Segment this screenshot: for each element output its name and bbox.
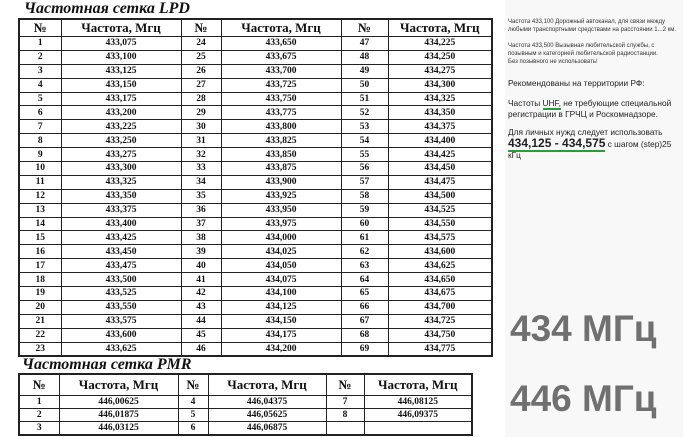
frequency-cell: 434,350	[388, 106, 492, 120]
frequency-cell: 434,000	[221, 231, 341, 245]
frequency-cell: 446,08125	[364, 396, 472, 409]
frequency-cell: 433,450	[61, 245, 181, 259]
channel-number-cell: 11	[19, 175, 61, 189]
table-header	[19, 19, 492, 37]
frequency-cell: 434,200	[221, 342, 341, 356]
frequency-cell: 433,150	[61, 78, 181, 92]
channel-number-cell: 38	[181, 231, 221, 245]
channel-number-cell: 51	[341, 92, 388, 106]
frequency-cell: 434,300	[388, 78, 492, 92]
frequency-cell: 433,725	[221, 78, 341, 92]
table-row	[19, 259, 492, 273]
frequency-cell: 433,650	[221, 37, 341, 51]
big-446-label: 446 МГц	[510, 378, 657, 419]
table-row	[19, 78, 492, 92]
col-no: №	[178, 374, 208, 396]
frequency-cell: 433,525	[61, 287, 181, 301]
channel-number-cell: 6	[19, 106, 61, 120]
channel-number-cell: 7	[326, 396, 364, 409]
channel-number-cell: 24	[181, 37, 221, 51]
frequency-cell: 434,500	[388, 189, 492, 203]
frequency-cell: 433,325	[61, 175, 181, 189]
uhf-prefix: Частоты	[508, 98, 543, 108]
col-freq: Частота, Мгц	[208, 374, 326, 396]
table-row	[19, 409, 472, 422]
pmr-frequency-table	[18, 373, 473, 436]
note-433-500: Частота 433,500 Вызывная любительской службы, с позывным и категорией любительской радиостанции.	[508, 43, 658, 57]
channel-number-cell: 65	[341, 287, 388, 301]
frequency-cell: 446,00625	[59, 396, 178, 409]
channel-number-cell: 14	[19, 217, 61, 231]
table-row	[19, 92, 492, 106]
channel-number-cell: 64	[341, 273, 388, 287]
table-row	[19, 203, 492, 217]
channel-number-cell: 49	[341, 64, 388, 78]
table-header	[19, 374, 472, 396]
channel-number-cell: 23	[19, 342, 61, 356]
frequency-cell	[364, 422, 472, 436]
frequency-cell: 434,450	[388, 162, 492, 176]
table-row	[19, 287, 492, 301]
frequency-cell: 433,425	[61, 231, 181, 245]
table-row	[19, 245, 492, 259]
frequency-cell: 433,400	[61, 217, 181, 231]
channel-number-cell: 1	[19, 396, 59, 409]
table-row	[19, 148, 492, 162]
frequency-cell: 433,900	[221, 175, 341, 189]
frequency-cell: 433,350	[61, 189, 181, 203]
col-no: №	[326, 374, 364, 396]
channel-number-cell: 57	[341, 175, 388, 189]
channel-number-cell: 33	[181, 162, 221, 176]
range-line	[508, 138, 686, 161]
channel-number-cell: 20	[19, 300, 61, 314]
table-row	[19, 217, 492, 231]
table-row	[19, 189, 492, 203]
frequency-cell: 446,03125	[59, 422, 178, 436]
channel-number-cell: 3	[19, 422, 59, 436]
frequency-cell: 434,550	[388, 217, 492, 231]
channel-number-cell: 13	[19, 203, 61, 217]
table-row	[19, 50, 492, 64]
frequency-cell: 434,625	[388, 259, 492, 273]
recommended-range: 434,125 - 434,575	[508, 136, 606, 150]
channel-number-cell: 53	[341, 120, 388, 134]
channel-number-cell: 36	[181, 203, 221, 217]
col-freq: Частота, Мгц	[388, 19, 492, 37]
frequency-cell: 434,325	[388, 92, 492, 106]
channel-number-cell: 58	[341, 189, 388, 203]
col-freq: Частота, Мгц	[221, 19, 341, 37]
channel-number-cell: 40	[181, 259, 221, 273]
frequency-cell: 434,600	[388, 245, 492, 259]
frequency-cell: 433,875	[221, 162, 341, 176]
channel-number-cell: 10	[19, 162, 61, 176]
channel-number-cell: 8	[326, 409, 364, 422]
channel-number-cell: 54	[341, 134, 388, 148]
frequency-cell: 434,400	[388, 134, 492, 148]
channel-number-cell: 52	[341, 106, 388, 120]
big-434-label: 434 МГц	[510, 308, 657, 349]
uhf-text	[508, 98, 678, 120]
frequency-cell: 434,700	[388, 300, 492, 314]
channel-number-cell: 29	[181, 106, 221, 120]
frequency-cell: 434,775	[388, 342, 492, 356]
channel-number-cell: 4	[178, 396, 208, 409]
table-row	[19, 120, 492, 134]
frequency-cell: 434,425	[388, 148, 492, 162]
frequency-cell: 434,175	[221, 328, 341, 342]
channel-number-cell: 66	[341, 300, 388, 314]
channel-number-cell: 4	[19, 78, 61, 92]
frequency-cell: 446,04375	[208, 396, 326, 409]
frequency-cell: 446,05625	[208, 409, 326, 422]
col-no: №	[181, 19, 221, 37]
channel-number-cell: 2	[19, 50, 61, 64]
frequency-cell: 433,300	[61, 162, 181, 176]
channel-number-cell	[326, 422, 364, 436]
frequency-cell: 433,950	[221, 203, 341, 217]
table-row	[19, 162, 492, 176]
frequency-cell: 434,525	[388, 203, 492, 217]
channel-number-cell: 1	[19, 37, 61, 51]
uhf-suffix: не требующие специальной регистрации в ГРЧЦ и Роскомнадзоре.	[508, 98, 672, 119]
channel-number-cell: 69	[341, 342, 388, 356]
frequency-cell: 433,600	[61, 328, 181, 342]
channel-number-cell: 55	[341, 148, 388, 162]
frequency-cell: 433,250	[61, 134, 181, 148]
table-row	[19, 106, 492, 120]
frequency-cell: 434,750	[388, 328, 492, 342]
step-text: с шагом (step)25 кГц	[508, 139, 672, 160]
channel-number-cell: 48	[341, 50, 388, 64]
table-row	[19, 64, 492, 78]
channel-number-cell: 7	[19, 120, 61, 134]
pmr-title: Частотная сетка PMR	[22, 356, 192, 373]
frequency-cell: 433,800	[221, 120, 341, 134]
frequency-cell: 433,225	[61, 120, 181, 134]
channel-number-cell: 19	[19, 287, 61, 301]
channel-number-cell: 5	[19, 92, 61, 106]
channel-number-cell: 46	[181, 342, 221, 356]
channel-number-cell: 56	[341, 162, 388, 176]
channel-number-cell: 32	[181, 148, 221, 162]
col-no: №	[19, 19, 61, 37]
channel-number-cell: 25	[181, 50, 221, 64]
frequency-cell: 434,725	[388, 314, 492, 328]
table-row	[19, 273, 492, 287]
frequency-cell: 433,375	[61, 203, 181, 217]
table-row	[19, 314, 492, 328]
channel-number-cell: 17	[19, 259, 61, 273]
frequency-cell: 434,475	[388, 175, 492, 189]
channel-number-cell: 45	[181, 328, 221, 342]
channel-number-cell: 68	[341, 328, 388, 342]
frequency-cell: 434,250	[388, 50, 492, 64]
frequency-cell: 434,025	[221, 245, 341, 259]
channel-number-cell: 44	[181, 314, 221, 328]
frequency-cell: 433,175	[61, 92, 181, 106]
channel-number-cell: 28	[181, 92, 221, 106]
frequency-cell: 434,075	[221, 273, 341, 287]
table-row	[19, 342, 492, 356]
frequency-cell: 446,06875	[208, 422, 326, 436]
table-row	[19, 175, 492, 189]
table-row	[19, 134, 492, 148]
channel-number-cell: 12	[19, 189, 61, 203]
frequency-cell: 433,275	[61, 148, 181, 162]
frequency-cell: 433,550	[61, 300, 181, 314]
frequency-cell: 433,475	[61, 259, 181, 273]
channel-number-cell: 5	[178, 409, 208, 422]
channel-number-cell: 37	[181, 217, 221, 231]
personal-use-text: Для личных нужд следует использовать	[508, 127, 663, 137]
channel-number-cell: 35	[181, 189, 221, 203]
frequency-cell: 434,675	[388, 287, 492, 301]
col-freq: Частота, Мгц	[364, 374, 472, 396]
frequency-cell: 446,09375	[364, 409, 472, 422]
uhf-label: UHF,	[542, 98, 561, 108]
frequency-cell: 433,675	[221, 50, 341, 64]
frequency-cell: 433,925	[221, 189, 341, 203]
lpd-frequency-table	[18, 18, 493, 357]
recommended-heading: Рекомендованы на территории РФ:	[508, 78, 645, 88]
channel-number-cell: 43	[181, 300, 221, 314]
channel-number-cell: 67	[341, 314, 388, 328]
channel-number-cell: 8	[19, 134, 61, 148]
channel-number-cell: 26	[181, 64, 221, 78]
col-no: №	[341, 19, 388, 37]
frequency-cell: 434,050	[221, 259, 341, 273]
frequency-cell: 433,975	[221, 217, 341, 231]
frequency-cell: 434,375	[388, 120, 492, 134]
table-row	[19, 37, 492, 51]
frequency-cell: 433,500	[61, 273, 181, 287]
frequency-cell: 434,650	[388, 273, 492, 287]
channel-number-cell: 6	[178, 422, 208, 436]
table-row	[19, 231, 492, 245]
channel-number-cell: 41	[181, 273, 221, 287]
note-433-100: Частота 433,100 Дорожный автоканал, для связи между любыми транспортными средствами на расстоянии 1...2 км.	[508, 19, 677, 33]
frequency-cell: 433,075	[61, 37, 181, 51]
channel-number-cell: 50	[341, 78, 388, 92]
channel-number-cell: 21	[19, 314, 61, 328]
col-freq: Частота, Мгц	[59, 374, 178, 396]
channel-number-cell: 9	[19, 148, 61, 162]
frequency-cell: 434,275	[388, 64, 492, 78]
frequency-cell: 446,01875	[59, 409, 178, 422]
frequency-cell: 433,575	[61, 314, 181, 328]
channel-number-cell: 61	[341, 231, 388, 245]
frequency-cell: 433,100	[61, 50, 181, 64]
table-row	[19, 328, 492, 342]
frequency-cell: 434,100	[221, 287, 341, 301]
channel-number-cell: 63	[341, 259, 388, 273]
frequency-cell: 433,125	[61, 64, 181, 78]
frequency-cell: 434,150	[221, 314, 341, 328]
table-row	[19, 396, 472, 409]
frequency-cell: 433,775	[221, 106, 341, 120]
lpd-title: Частотная сетка LPD	[24, 0, 190, 17]
col-no: №	[19, 374, 59, 396]
frequency-cell: 433,850	[221, 148, 341, 162]
frequency-cell: 433,625	[61, 342, 181, 356]
channel-number-cell: 3	[19, 64, 61, 78]
frequency-cell: 433,200	[61, 106, 181, 120]
channel-number-cell: 27	[181, 78, 221, 92]
channel-number-cell: 30	[181, 120, 221, 134]
info-panel	[505, 0, 683, 437]
table-row	[19, 422, 472, 436]
channel-number-cell: 18	[19, 273, 61, 287]
channel-number-cell: 60	[341, 217, 388, 231]
frequency-cell: 434,125	[221, 300, 341, 314]
frequency-cell: 433,750	[221, 92, 341, 106]
channel-number-cell: 2	[19, 409, 59, 422]
channel-number-cell: 31	[181, 134, 221, 148]
channel-number-cell: 47	[341, 37, 388, 51]
channel-number-cell: 16	[19, 245, 61, 259]
frequency-cell: 434,575	[388, 231, 492, 245]
channel-number-cell: 42	[181, 287, 221, 301]
channel-number-cell: 39	[181, 245, 221, 259]
table-row	[19, 300, 492, 314]
channel-number-cell: 34	[181, 175, 221, 189]
channel-number-cell: 59	[341, 203, 388, 217]
frequency-cell: 433,700	[221, 64, 341, 78]
frequency-cell: 433,825	[221, 134, 341, 148]
channel-number-cell: 22	[19, 328, 61, 342]
channel-number-cell: 15	[19, 231, 61, 245]
note-warning: Без позывного не использовать!	[508, 59, 598, 65]
frequency-cell: 434,225	[388, 37, 492, 51]
col-freq: Частота, Мгц	[61, 19, 181, 37]
channel-number-cell: 62	[341, 245, 388, 259]
